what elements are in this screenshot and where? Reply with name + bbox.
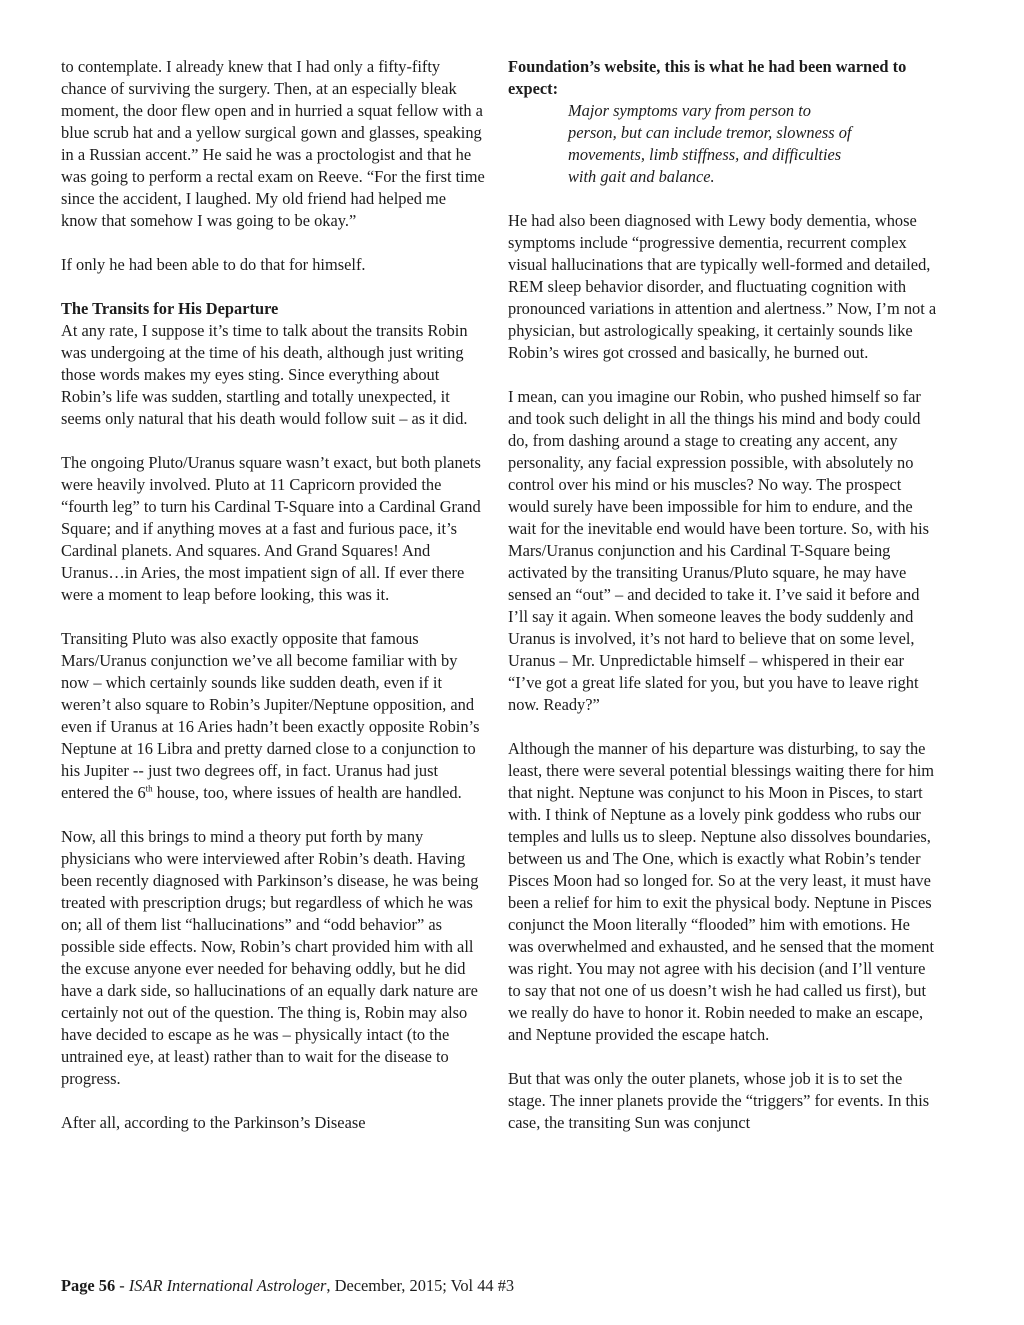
paragraph: Now, all this brings to mind a theory put forth by many physicians who were interviewed after Robin’s death. Having been recently diagnosed with Parkinson’s disease, he was being treated with prescription drugs; but regardless of which he was on; all of them list “hallucinations” and “odd behavior” as possible side effects. Now, Robin’s chart provided him with all the excuse anyone ever needed for behaving oddly, but he did have a dark side, so hallucinations of an equally dark nature are certainly not out of the question. The thing is, Robin may also have decided to escape as he was – physically intact (to the untrained eye, at least) rather than to wait for the disease to progress. [61, 827, 479, 1088]
quote-line: with gait and balance. [568, 167, 715, 186]
quote-line: person, but can include tremor, slowness of [568, 123, 852, 142]
quote-line: Major symptoms vary from person to [568, 101, 811, 120]
paragraph: I mean, can you imagine our Robin, who pushed himself so far and took such delight in all the things his mind and body could do, from dashing around a stage to creating any accent, any personality, any facial expression possible, with absolutely no control over his mind or his muscles? No way. The prospect would surely have been impossible for him to endure, and the wait for the inevitable end would have been torture. So, with his Mars/Uranus conjunction and his Cardinal T-Square being activated by the transiting Uranus/Pluto square, he may have sensed an “out” – and decided to take it. I’ve said it before and I’ll say it again. When someone leaves the body suddenly and Uranus is involved, it’s not hard to believe that on some level, Uranus – Mr. Unpredictable himself – whispered in their ear “I’ve got a great life slated for you, but you have to leave right now. Ready?” [508, 387, 930, 714]
paragraph [61, 628, 486, 804]
paragraph: After all, according to the Parkinson’s Disease [61, 1113, 366, 1132]
section-heading: The Transits for His Departure [61, 299, 279, 318]
quote-line: movements, limb stiffness, and difficulties [568, 145, 842, 164]
left-column [61, 56, 486, 1134]
paragraph-text: Transiting Pluto was also exactly opposite that famous Mars/Uranus conjunction we’ve all become familiar with by now – which certainly sounds like sudden death, even if it weren’t also square to Robin’s Jupiter/Neptune opposition, and even if Uranus at 16 Aries hadn’t been exactly opposite Robin’s Neptune at 16 Libra and pretty darned close to a conjunction to his Jupiter -- just two degrees off, in fact. Uranus had just entered the 6 [61, 629, 480, 802]
paragraph: The ongoing Pluto/Uranus square wasn’t exact, but both planets were heavily involved. Pluto at 11 Capricorn provided the “fourth leg” to turn his Cardinal T-Square into a Cardinal Grand Square; and if anything moves at a fast and furious pace, it’s Cardinal planets. And squares. And Grand Squares! And Uranus…in Aries, the most impatient sign of all. If ever there were a moment to leap before looking, this was it. [61, 453, 481, 604]
page-number: Page 56 [61, 1276, 116, 1295]
paragraph: Foundation’s website, this is what he had been warned to expect: [508, 57, 907, 98]
publication-title: ISAR International Astrologer [128, 1276, 327, 1295]
paragraph: But that was only the outer planets, whose job it is to set the stage. The inner planets provide the “triggers” for events. In this case, the transiting Sun was conjunct [508, 1069, 930, 1132]
block-quote [568, 100, 938, 188]
issue-details: , December, 2015; Vol 44 #3 [326, 1276, 515, 1295]
page-footer [61, 1276, 514, 1296]
right-column [508, 56, 938, 1134]
paragraph: Although the manner of his departure was disturbing, to say the least, there were several potential blessings waiting there for him that night. Neptune was conjunct to his Moon in Pisces, to start with. I think of Neptune as a lovely pink goddess who rubs our temples and lulls us to sleep. Neptune also dissolves boundaries, between us and The One, which is exactly what Robin’s tender Pisces Moon had so longed for. So at the very least, it must have been a relief for him to exit the physical body. Neptune in Pisces conjunct the Moon literally “flooded” him with emotions. He was overwhelmed and exhausted, and he sensed that the moment was right. You may not agree with his decision (and I’ll venture to say that not one of us doesn’t wish he had called us first), but we really do have to honor it. Robin needed to make an escape, and Neptune provided the escape hatch. [508, 739, 935, 1044]
paragraph: to contemplate. I already knew that I had only a fifty-fifty chance of surviving the surgery. Then, at an especially bleak moment, the door flew open and in hurried a squat fellow with a blue scrub hat and a yellow surgical gown and glasses, speaking in a Russian accent.” He said he was a proctologist and that he was going to perform a rectal exam on Reeve. “For the first time since the accident, I laughed. My old friend had helped me know that somehow I was going to be okay.” [61, 57, 485, 230]
footer-separator: - [115, 1276, 129, 1295]
paragraph-text: house, too, where issues of health are handled. [152, 783, 462, 802]
paragraph: He had also been diagnosed with Lewy body dementia, whose symptoms include “progressive dementia, recurrent complex visual hallucinations that are typically well-formed and detailed, REM sleep behavior disorder, and fluctuating cognition with pronounced variations in attention and alertness.” Now, I’m not a physician, but astrologically speaking, it certainly sounds like Robin’s wires got crossed and basically, he burned out. [508, 211, 937, 362]
paragraph: At any rate, I suppose it’s time to talk about the transits Robin was undergoing at the time of his death, although just writing those words makes my eyes sting. Since everything about Robin’s life was sudden, startling and totally unexpected, it seems only natural that his death would follow suit – as it did. [61, 321, 468, 428]
superscript: th [145, 783, 153, 794]
paragraph: If only he had been able to do that for himself. [61, 255, 366, 274]
